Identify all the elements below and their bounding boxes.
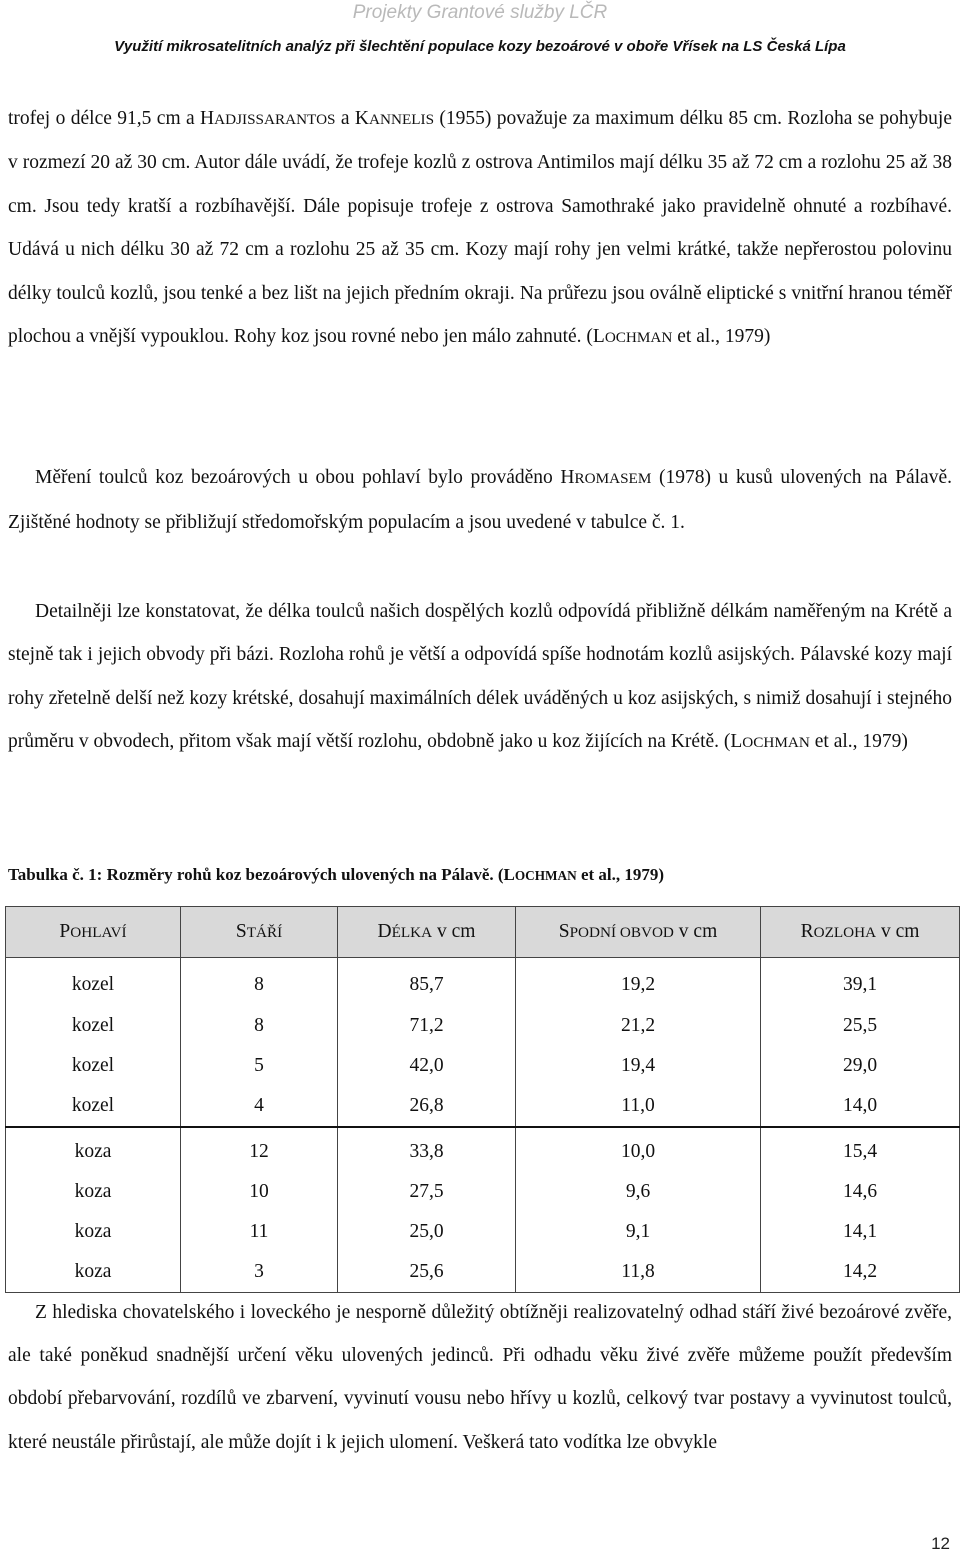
cell-length: 71,2 [338, 1006, 516, 1046]
cell-spread: 14,1 [761, 1212, 960, 1252]
cell-age: 5 [181, 1046, 338, 1086]
cell-age: 12 [181, 1127, 338, 1172]
header-project-title: Projekty Grantové služby LČR [352, 2, 608, 23]
table-row [6, 1127, 960, 1172]
header-document-title: Využití mikrosatelitních analýz při šlechtění populace kozy bezoárové v oboře Vřísek na LS Česká Lípa [114, 38, 846, 55]
cell-sex: koza [6, 1252, 181, 1293]
table-row [6, 1006, 960, 1046]
cell-spread: 14,6 [761, 1172, 960, 1212]
cell-sex: kozel [6, 958, 181, 1007]
cell-spread: 14,2 [761, 1252, 960, 1293]
paragraph-1: trofej o délce 91,5 cm a HADJISSARANTOS a KANNELIS (1955) považuje za maximum délku 85 cm. Rozloha se pohybuje v rozmezí 20 až 30 cm. Autor dále uvádí, že trofeje kozlů z ostrova Antimilos mají délku 35 až 72 cm a rozlohu 25 až 38 cm. Jsou tedy kratší a rozbíhavější. Dále popisuje trofeje z ostrova Samothraké jako pravidelně ohnuté a rozbíhavé. Udává u nich délku 30 až 72 cm a rozlohu 25 až 35 cm. Kozy mají rohy jen velmi krátké, takže nepřerostou polovinu délky toulců kozlů, jsou tenké a bez lišt na jejich předním okraji. Na průřezu jsou oválně eliptické s vnitřní hranou téměř plochou a vnější vypouklou. Rohy koz jsou rovné nebo jen málo zahnuté. (LOCHMAN et al., 1979) [8, 108, 952, 348]
cell-length: 85,7 [338, 958, 516, 1007]
header-pohlavi: POHLAVÍ [6, 907, 181, 958]
cell-circumference: 21,2 [516, 1006, 761, 1046]
header-rozloha: ROZLOHA v cm [761, 907, 960, 958]
cell-sex: koza [6, 1127, 181, 1172]
cell-circumference: 11,8 [516, 1252, 761, 1293]
paragraph-4: Z hlediska chovatelského i loveckého je nesporně důležitý obtížněji realizovatelný odhad stáří živé bezoárové zvěře, ale také poněkud snadnější určení věku ulovených jedinců. Při odhadu věku živé zvěře můžeme použít především období přebarvování, rozdílů ve zbarvení, vyvinutí vousu nebo hřívy u kozlů, celkový tvar postavy a vyvinutost toulců, které neustále přirůstají, ale může dojít i k jejich ulomení. Veškerá tato vodítka lze obvykle [8, 1302, 952, 1453]
cell-spread: 25,5 [761, 1006, 960, 1046]
table-row [6, 1212, 960, 1252]
cell-age: 8 [181, 1006, 338, 1046]
cell-spread: 29,0 [761, 1046, 960, 1086]
cell-age: 4 [181, 1086, 338, 1127]
table-row [6, 958, 960, 1007]
cell-circumference: 9,6 [516, 1172, 761, 1212]
cell-length: 27,5 [338, 1172, 516, 1212]
cell-age: 3 [181, 1252, 338, 1293]
table-row [6, 1086, 960, 1127]
horn-measurements-table [5, 906, 960, 1293]
cell-circumference: 19,2 [516, 958, 761, 1007]
cell-length: 25,6 [338, 1252, 516, 1293]
cell-circumference: 19,4 [516, 1046, 761, 1086]
paragraph-3: Detailněji lze konstatovat, že délka toulců našich dospělých kozlů odpovídá přibližně délkám naměřeným na Krétě a stejně tak i jejich obvody při bázi. Rozloha rohů je větší a odpovídá spíše hodnotám kozlů asijských. Pálavské kozy mají rohy zřetelně delší než kozy krétské, dosahují maximálních délek uváděných u koz asijských, s nimiž dosahují i stejného průměru v obvodech, přitom však mají větší rozlohu, obdobně jako u koz žijících na Krétě. (LOCHMAN et al., 1979) [8, 601, 952, 752]
table-header-row [6, 907, 960, 958]
cell-age: 11 [181, 1212, 338, 1252]
paragraph-2: Měření toulců koz bezoárových u obou pohlaví bylo prováděno HROMASEM (1978) u kusů ulovených na Pálavě. Zjištěné hodnoty se přibližují středomořským populacím a jsou uvedené v tabulce č. 1. [8, 467, 952, 533]
table-row [6, 1252, 960, 1293]
cell-sex: koza [6, 1172, 181, 1212]
cell-sex: koza [6, 1212, 181, 1252]
cell-age: 8 [181, 958, 338, 1007]
cell-length: 42,0 [338, 1046, 516, 1086]
cell-length: 26,8 [338, 1086, 516, 1127]
cell-length: 25,0 [338, 1212, 516, 1252]
cell-age: 10 [181, 1172, 338, 1212]
cell-circumference: 9,1 [516, 1212, 761, 1252]
table-row [6, 1046, 960, 1086]
cell-circumference: 11,0 [516, 1086, 761, 1127]
cell-sex: kozel [6, 1046, 181, 1086]
cell-length: 33,8 [338, 1127, 516, 1172]
cell-spread: 14,0 [761, 1086, 960, 1127]
header-stari: STÁŘÍ [181, 907, 338, 958]
cell-circumference: 10,0 [516, 1127, 761, 1172]
cell-spread: 39,1 [761, 958, 960, 1007]
table-row [6, 1172, 960, 1212]
table-caption: Tabulka č. 1: Rozměry rohů koz bezoárových ulovených na Pálavě. (LOCHMAN et al., 1979) [8, 865, 665, 884]
header-spodni-obvod: SPODNÍ OBVOD v cm [516, 907, 761, 958]
page-number: 12 [931, 1534, 950, 1553]
cell-sex: kozel [6, 1086, 181, 1127]
cell-spread: 15,4 [761, 1127, 960, 1172]
cell-sex: kozel [6, 1006, 181, 1046]
header-delka: DÉLKA v cm [338, 907, 516, 958]
